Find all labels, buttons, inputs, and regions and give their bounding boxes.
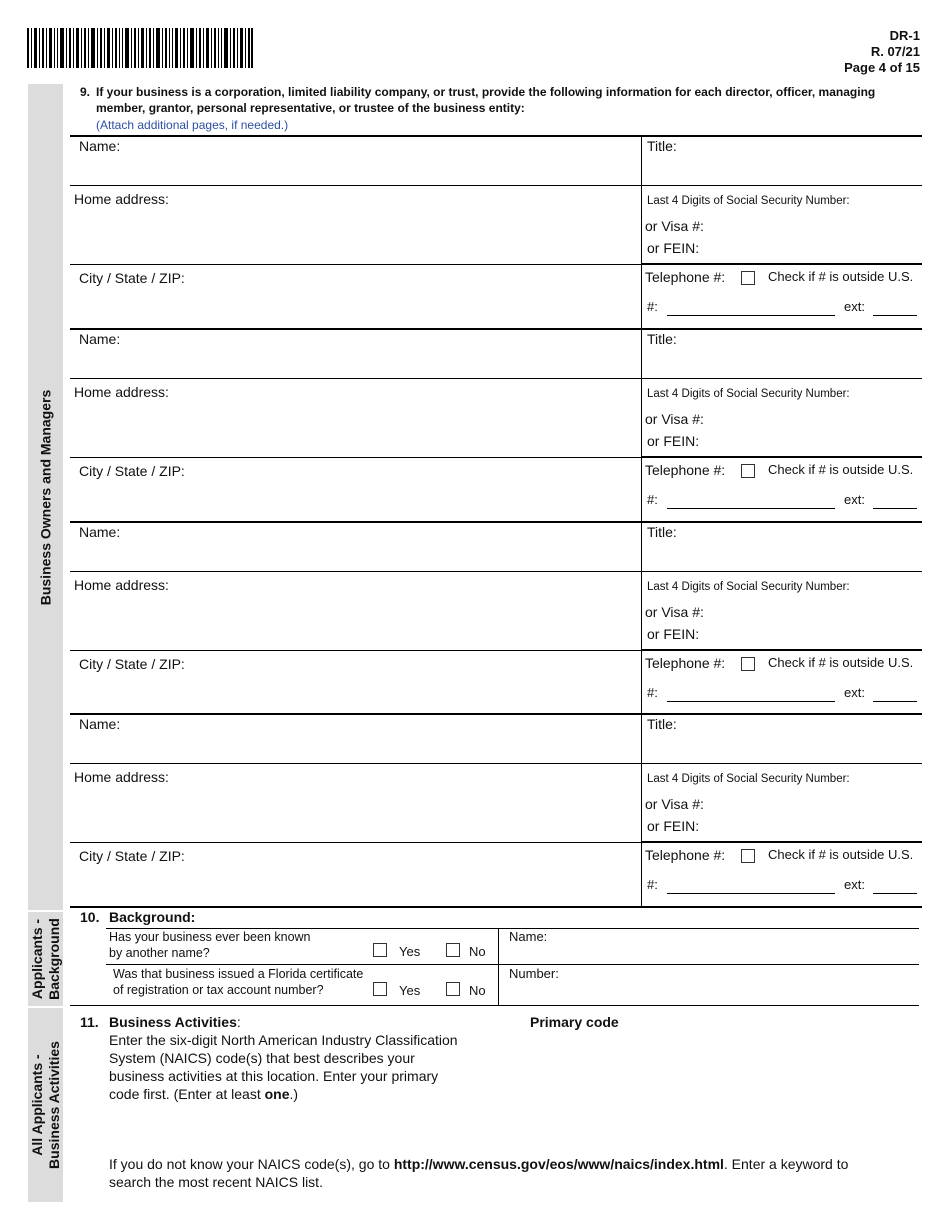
divider <box>70 378 922 379</box>
owner-1-city-label: City / State / ZIP: <box>79 270 185 286</box>
divider <box>641 649 922 650</box>
owner-4-telephone-label: Telephone #: <box>645 847 726 863</box>
owner-4-ext-field[interactable] <box>873 893 917 894</box>
owner-4-city-label: City / State / ZIP: <box>79 848 185 864</box>
owner-4-phone-number-field[interactable] <box>667 893 835 894</box>
owner-1-home-address-label: Home address: <box>74 191 169 207</box>
owner-3-title-label: Title: <box>647 524 677 540</box>
question-11-title: Business Activities: <box>109 1014 241 1030</box>
owner-4-ssn-label: Last 4 Digits of Social Security Number: <box>647 773 850 785</box>
sidebar-owners-label: Business Owners and Managers <box>37 389 53 605</box>
owner-2-visa-label: or Visa #: <box>645 411 704 427</box>
owner-4-outside-us-checkbox[interactable] <box>741 849 755 863</box>
sidebar-owners <box>28 84 63 910</box>
question-9-number: 9. <box>80 85 91 99</box>
owner-1-outside-us-label: Check if # is outside U.S. <box>768 269 914 284</box>
naics-footer: If you do not know your NAICS code(s), go to http://www.census.gov/eos/www/naics/index.html. Enter a keyword to search the most recent NAICS list. <box>109 1156 849 1190</box>
divider <box>70 328 922 330</box>
owner-4-ext-label: ext: <box>844 877 865 892</box>
divider <box>641 713 642 906</box>
owner-1-visa-label: or Visa #: <box>645 218 704 234</box>
owner-2-title-label: Title: <box>647 331 677 347</box>
sidebar-background-label: Applicants - Background <box>28 918 62 1000</box>
q2-no-checkbox[interactable] <box>446 982 460 996</box>
owner-3-outside-us-checkbox[interactable] <box>741 657 755 671</box>
q2-no-label: No <box>469 983 486 998</box>
owner-2-ext-field[interactable] <box>873 508 917 509</box>
q2-yes-label: Yes <box>399 983 421 998</box>
owner-2-outside-us-label: Check if # is outside U.S. <box>768 462 914 477</box>
divider <box>641 841 922 842</box>
owner-1-outside-us-checkbox[interactable] <box>741 271 755 285</box>
divider <box>70 135 922 137</box>
owner-3-phone-number-field[interactable] <box>667 701 835 702</box>
sidebar-activities <box>28 1008 63 1202</box>
divider <box>498 928 499 1005</box>
q1-yes-label: Yes <box>399 944 421 959</box>
sidebar-background <box>28 912 63 1006</box>
owner-2-phone-number-field[interactable] <box>667 508 835 509</box>
divider <box>70 906 922 908</box>
background-name-label: Name: <box>509 929 548 944</box>
q1-no-checkbox[interactable] <box>446 943 460 957</box>
q2-yes-checkbox[interactable] <box>373 982 387 996</box>
owner-4-home-address-label: Home address: <box>74 769 169 785</box>
divider <box>641 263 922 264</box>
owner-4-name-label: Name: <box>79 716 121 732</box>
background-number-label: Number: <box>509 966 559 981</box>
owner-4-visa-label: or Visa #: <box>645 796 704 812</box>
owner-3-ssn-label: Last 4 Digits of Social Security Number: <box>647 581 850 593</box>
background-question-1: Has your business ever been known by another name? <box>109 930 311 960</box>
owner-1-ext-label: ext: <box>844 299 865 314</box>
owner-1-fein-label: or FEIN: <box>647 240 700 256</box>
attach-note: (Attach additional pages, if needed.) <box>96 118 289 132</box>
owner-2-home-address-label: Home address: <box>74 384 169 400</box>
owner-4-title-label: Title: <box>647 716 677 732</box>
divider <box>70 571 922 572</box>
owner-3-ext-field[interactable] <box>873 701 917 702</box>
question-11-instructions: Enter the six-digit North American Industry Classification System (NAICS) code(s) that best describes your business activities at this location. Enter your primary code first. (Enter at least one.) <box>109 1032 458 1102</box>
owner-3-outside-us-label: Check if # is outside U.S. <box>768 655 914 670</box>
owner-2-outside-us-checkbox[interactable] <box>741 464 755 478</box>
owner-1-phone-number-field[interactable] <box>667 315 835 316</box>
divider <box>70 650 922 651</box>
sidebar-activities-label: All Applicants - Business Activities <box>28 1041 62 1169</box>
naics-link[interactable]: http://www.census.gov/eos/www/naics/index.html <box>393 1156 724 1172</box>
divider <box>70 842 922 843</box>
owner-3-visa-label: or Visa #: <box>645 604 704 620</box>
question-11-number: 11. <box>80 1014 99 1030</box>
divider <box>641 328 642 521</box>
owner-4-phone-number-label: #: <box>647 877 658 892</box>
owner-3-city-label: City / State / ZIP: <box>79 656 185 672</box>
owner-3-phone-number-label: #: <box>647 685 658 700</box>
q1-yes-checkbox[interactable] <box>373 943 387 957</box>
owner-1-title-label: Title: <box>647 138 677 154</box>
page-number: Page 4 of 15 <box>844 60 920 75</box>
divider <box>70 1005 919 1006</box>
q1-no-label: No <box>469 944 486 959</box>
divider <box>70 713 922 715</box>
question-10-number: 10. <box>80 909 100 925</box>
owner-4-outside-us-label: Check if # is outside U.S. <box>768 847 914 862</box>
owner-1-ssn-label: Last 4 Digits of Social Security Number: <box>647 195 850 207</box>
owner-2-ssn-label: Last 4 Digits of Social Security Number: <box>647 388 850 400</box>
owner-1-ext-field[interactable] <box>873 315 917 316</box>
owner-3-home-address-label: Home address: <box>74 577 169 593</box>
owner-1-phone-number-label: #: <box>647 299 658 314</box>
owner-2-telephone-label: Telephone #: <box>645 462 726 478</box>
owner-2-phone-number-label: #: <box>647 492 658 507</box>
owner-2-fein-label: or FEIN: <box>647 433 700 449</box>
divider <box>70 185 922 186</box>
owner-3-fein-label: or FEIN: <box>647 626 700 642</box>
owner-2-city-label: City / State / ZIP: <box>79 463 185 479</box>
question-9-text: If your business is a corporation, limited liability company, or trust, provide the following information for each director, officer, managing member, grantor, personal representative, or trustee of the business entity: <box>96 85 876 115</box>
divider <box>106 964 919 965</box>
owner-3-name-label: Name: <box>79 524 121 540</box>
divider <box>641 456 922 457</box>
owner-3-telephone-label: Telephone #: <box>645 655 726 671</box>
owner-1-name-label: Name: <box>79 138 121 154</box>
question-10-title: Background: <box>109 909 196 925</box>
form-revision: R. 07/21 <box>870 44 920 59</box>
barcode <box>27 28 253 68</box>
background-question-2: Was that business issued a Florida certificate of registration or tax account number? <box>113 967 364 997</box>
divider <box>70 457 922 458</box>
divider <box>641 135 642 328</box>
divider <box>70 264 922 265</box>
form-header <box>844 28 920 76</box>
owner-3-ext-label: ext: <box>844 685 865 700</box>
divider <box>70 521 922 523</box>
owner-2-name-label: Name: <box>79 331 121 347</box>
owner-2-ext-label: ext: <box>844 492 865 507</box>
form-id: DR-1 <box>889 28 920 43</box>
divider <box>641 521 642 714</box>
primary-code-label: Primary code <box>530 1014 619 1030</box>
owner-4-fein-label: or FEIN: <box>647 818 700 834</box>
owner-1-telephone-label: Telephone #: <box>645 269 726 285</box>
divider <box>70 763 922 764</box>
